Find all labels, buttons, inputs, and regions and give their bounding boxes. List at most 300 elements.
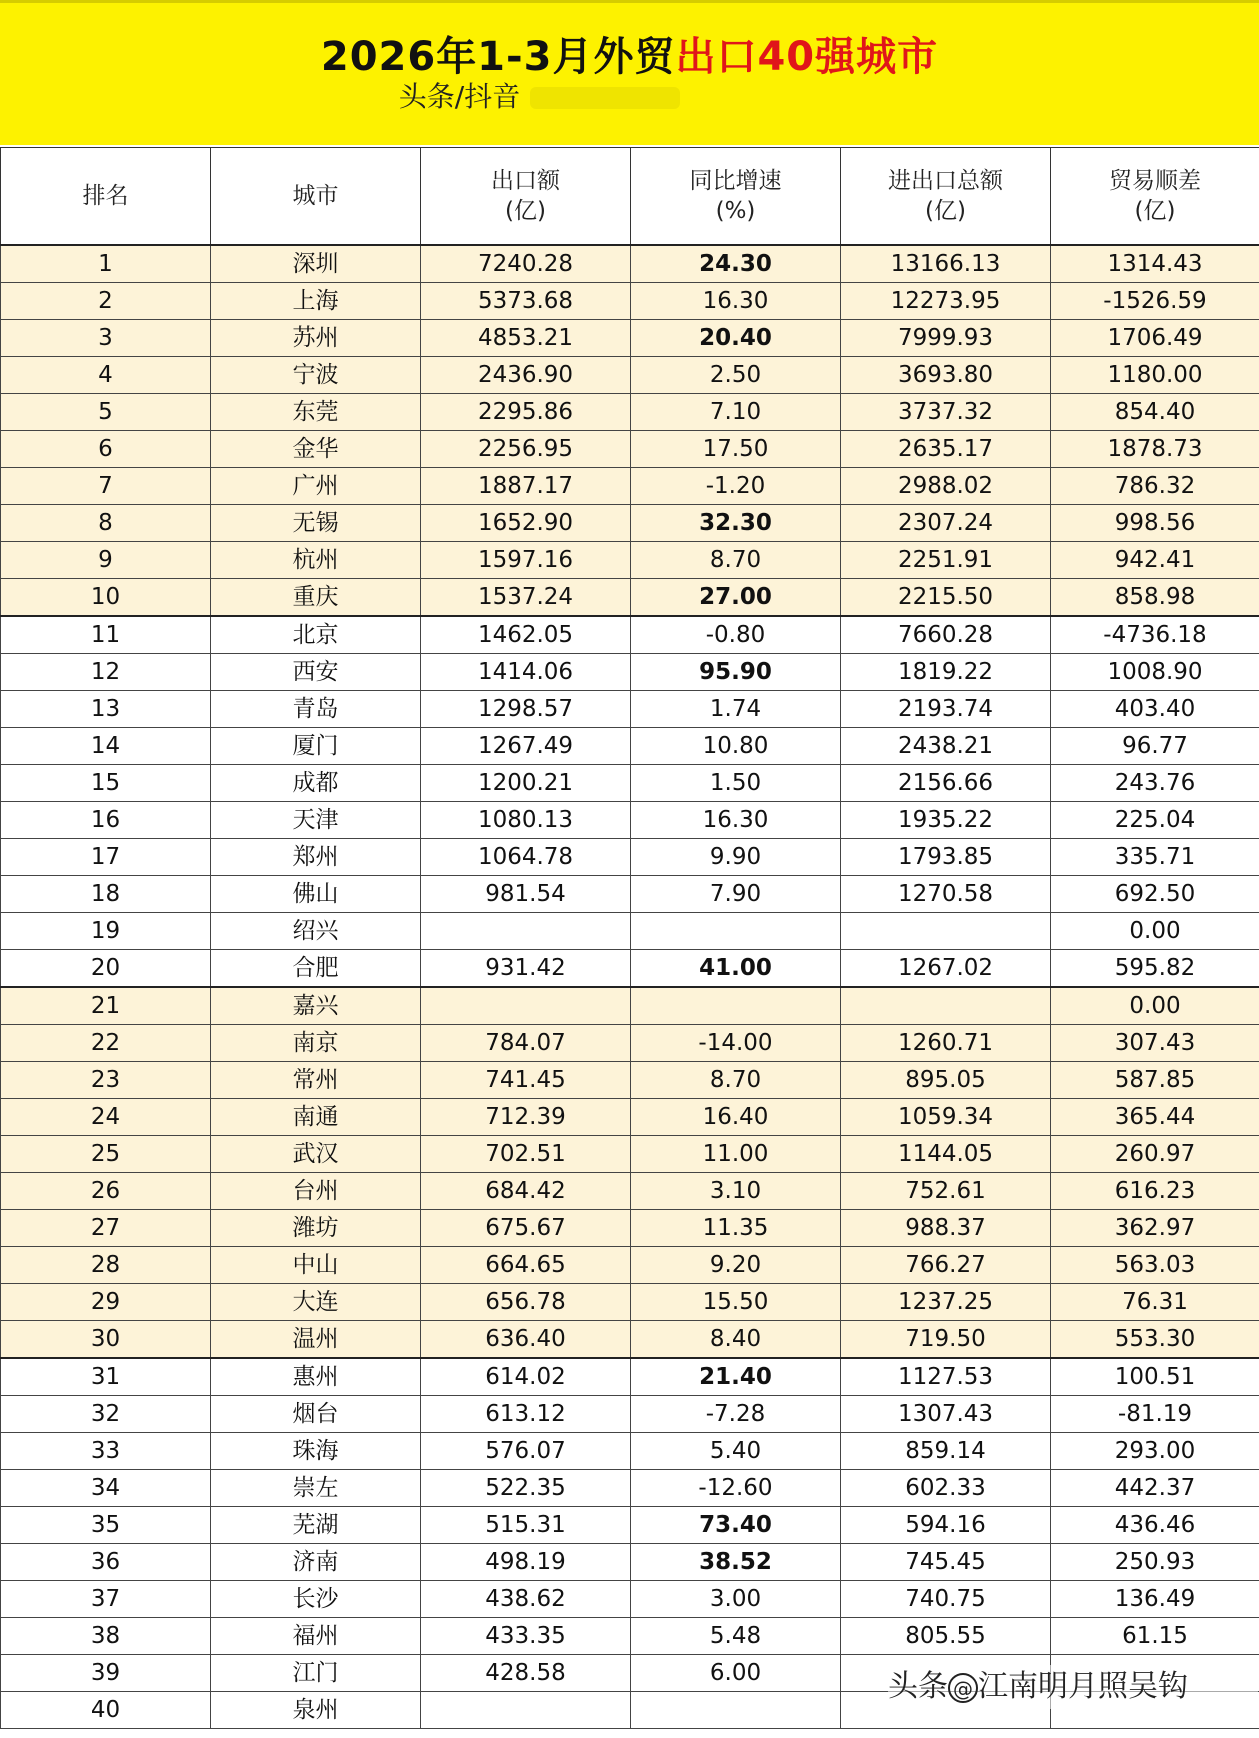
total-cell: 1793.85 — [841, 839, 1051, 876]
page-title — [0, 25, 1259, 82]
surplus-cell: 587.85 — [1051, 1062, 1259, 1099]
rank-cell: 2 — [1, 283, 211, 320]
export-cell: 656.78 — [421, 1284, 631, 1321]
total-cell: 740.75 — [841, 1581, 1051, 1618]
export-cell: 1414.06 — [421, 654, 631, 691]
table-row — [1, 468, 1259, 505]
rank-cell: 34 — [1, 1470, 211, 1507]
export-cell: 664.65 — [421, 1247, 631, 1284]
city-cell: 厦门 — [211, 728, 421, 765]
total-cell: 2438.21 — [841, 728, 1051, 765]
at-icon: @ — [948, 1673, 978, 1703]
surplus-cell: 362.97 — [1051, 1210, 1259, 1247]
rank-cell: 4 — [1, 357, 211, 394]
surplus-cell: -1526.59 — [1051, 283, 1259, 320]
total-cell: 1307.43 — [841, 1396, 1051, 1433]
surplus-cell: 442.37 — [1051, 1470, 1259, 1507]
surplus-cell: 942.41 — [1051, 542, 1259, 579]
city-cell: 南京 — [211, 1025, 421, 1062]
total-cell: 2988.02 — [841, 468, 1051, 505]
export-cell: 5373.68 — [421, 283, 631, 320]
growth-cell: 16.40 — [631, 1099, 841, 1136]
total-cell: 745.45 — [841, 1544, 1051, 1581]
growth-cell: 1.50 — [631, 765, 841, 802]
rank-cell: 12 — [1, 654, 211, 691]
growth-cell: -14.00 — [631, 1025, 841, 1062]
growth-cell: 3.10 — [631, 1173, 841, 1210]
export-cell: 2436.90 — [421, 357, 631, 394]
rank-cell: 24 — [1, 1099, 211, 1136]
city-cell: 嘉兴 — [211, 987, 421, 1025]
growth-cell: 2.50 — [631, 357, 841, 394]
table-row — [1, 245, 1259, 283]
total-cell: 3737.32 — [841, 394, 1051, 431]
surplus-cell: 243.76 — [1051, 765, 1259, 802]
surplus-cell: 1008.90 — [1051, 654, 1259, 691]
growth-cell: 21.40 — [631, 1358, 841, 1396]
table-row — [1, 802, 1259, 839]
header-growth-unit: (%) — [715, 198, 756, 224]
export-cell: 1652.90 — [421, 505, 631, 542]
city-cell: 天津 — [211, 802, 421, 839]
growth-cell — [631, 1692, 841, 1729]
rank-cell: 31 — [1, 1358, 211, 1396]
growth-cell: 38.52 — [631, 1544, 841, 1581]
header-export-unit: (亿) — [505, 198, 546, 224]
table-row — [1, 1099, 1259, 1136]
city-cell: 重庆 — [211, 579, 421, 617]
surplus-cell: 136.49 — [1051, 1581, 1259, 1618]
growth-cell: 15.50 — [631, 1284, 841, 1321]
surplus-cell: 616.23 — [1051, 1173, 1259, 1210]
growth-cell: 95.90 — [631, 654, 841, 691]
city-cell: 台州 — [211, 1173, 421, 1210]
total-cell: 1059.34 — [841, 1099, 1051, 1136]
table-row — [1, 283, 1259, 320]
title-part-1: 2026年1-3月外贸 — [320, 34, 676, 80]
city-cell: 珠海 — [211, 1433, 421, 1470]
export-cell: 1298.57 — [421, 691, 631, 728]
city-cell: 潍坊 — [211, 1210, 421, 1247]
city-cell: 中山 — [211, 1247, 421, 1284]
export-cell: 1267.49 — [421, 728, 631, 765]
header-export-label: 出口额 — [491, 168, 560, 194]
surplus-cell: 854.40 — [1051, 394, 1259, 431]
surplus-cell: 563.03 — [1051, 1247, 1259, 1284]
surplus-cell: 595.82 — [1051, 950, 1259, 988]
export-cell: 636.40 — [421, 1321, 631, 1359]
export-cell: 1064.78 — [421, 839, 631, 876]
city-cell: 上海 — [211, 283, 421, 320]
growth-cell: 1.74 — [631, 691, 841, 728]
surplus-cell: 786.32 — [1051, 468, 1259, 505]
table-body — [1, 245, 1259, 1729]
growth-cell: 32.30 — [631, 505, 841, 542]
export-cell: 433.35 — [421, 1618, 631, 1655]
total-cell: 7660.28 — [841, 616, 1051, 654]
table-row — [1, 691, 1259, 728]
growth-cell: -12.60 — [631, 1470, 841, 1507]
table-row — [1, 394, 1259, 431]
export-cell: 981.54 — [421, 876, 631, 913]
total-cell: 7999.93 — [841, 320, 1051, 357]
surplus-cell: 250.93 — [1051, 1544, 1259, 1581]
city-cell: 绍兴 — [211, 913, 421, 950]
total-cell: 988.37 — [841, 1210, 1051, 1247]
city-cell: 惠州 — [211, 1358, 421, 1396]
total-cell: 13166.13 — [841, 245, 1051, 283]
table-row — [1, 431, 1259, 468]
growth-cell: -1.20 — [631, 468, 841, 505]
surplus-cell: 553.30 — [1051, 1321, 1259, 1359]
surplus-cell: 335.71 — [1051, 839, 1259, 876]
export-cell: 2256.95 — [421, 431, 631, 468]
export-cell: 1200.21 — [421, 765, 631, 802]
city-cell: 郑州 — [211, 839, 421, 876]
total-cell: 1270.58 — [841, 876, 1051, 913]
table-row — [1, 1247, 1259, 1284]
table-row — [1, 987, 1259, 1025]
table-row — [1, 1396, 1259, 1433]
city-cell: 青岛 — [211, 691, 421, 728]
rank-cell: 32 — [1, 1396, 211, 1433]
table-row — [1, 950, 1259, 988]
table-row — [1, 913, 1259, 950]
growth-cell: 11.00 — [631, 1136, 841, 1173]
city-cell: 崇左 — [211, 1470, 421, 1507]
city-cell: 西安 — [211, 654, 421, 691]
export-cell: 1462.05 — [421, 616, 631, 654]
total-cell: 2251.91 — [841, 542, 1051, 579]
growth-cell — [631, 913, 841, 950]
rank-cell: 11 — [1, 616, 211, 654]
export-cell: 1597.16 — [421, 542, 631, 579]
rank-cell: 6 — [1, 431, 211, 468]
rank-cell: 19 — [1, 913, 211, 950]
growth-cell: 9.90 — [631, 839, 841, 876]
rank-cell: 26 — [1, 1173, 211, 1210]
city-cell: 苏州 — [211, 320, 421, 357]
rank-cell: 39 — [1, 1655, 211, 1692]
city-cell: 佛山 — [211, 876, 421, 913]
total-cell: 859.14 — [841, 1433, 1051, 1470]
total-cell: 2635.17 — [841, 431, 1051, 468]
surplus-cell: 307.43 — [1051, 1025, 1259, 1062]
growth-cell: 20.40 — [631, 320, 841, 357]
growth-cell: 16.30 — [631, 802, 841, 839]
surplus-cell: 293.00 — [1051, 1433, 1259, 1470]
header-total — [841, 148, 1051, 246]
city-cell: 广州 — [211, 468, 421, 505]
table-row — [1, 1470, 1259, 1507]
rank-cell: 9 — [1, 542, 211, 579]
surplus-cell: 61.15 — [1051, 1618, 1259, 1655]
header-surplus-label: 贸易顺差 — [1109, 168, 1201, 194]
title-banner — [0, 0, 1259, 145]
export-cell: 1887.17 — [421, 468, 631, 505]
table-row — [1, 1062, 1259, 1099]
export-cell: 931.42 — [421, 950, 631, 988]
export-cell — [421, 987, 631, 1025]
rank-cell: 1 — [1, 245, 211, 283]
export-cell: 576.07 — [421, 1433, 631, 1470]
total-cell: 766.27 — [841, 1247, 1051, 1284]
rank-cell: 18 — [1, 876, 211, 913]
title-part-2-highlight: 出口40强城市 — [675, 34, 939, 80]
table-row — [1, 616, 1259, 654]
growth-cell — [631, 987, 841, 1025]
growth-cell: 10.80 — [631, 728, 841, 765]
city-cell: 常州 — [211, 1062, 421, 1099]
rank-cell: 21 — [1, 987, 211, 1025]
rank-cell: 27 — [1, 1210, 211, 1247]
rank-cell: 36 — [1, 1544, 211, 1581]
city-cell: 济南 — [211, 1544, 421, 1581]
rank-cell: 22 — [1, 1025, 211, 1062]
export-cell: 2295.86 — [421, 394, 631, 431]
header-rank — [1, 148, 211, 246]
rank-cell: 3 — [1, 320, 211, 357]
surplus-cell: 1878.73 — [1051, 431, 1259, 468]
city-cell: 武汉 — [211, 1136, 421, 1173]
growth-cell: 7.90 — [631, 876, 841, 913]
rank-cell: 7 — [1, 468, 211, 505]
total-cell: 1237.25 — [841, 1284, 1051, 1321]
table-row — [1, 1544, 1259, 1581]
city-cell: 大连 — [211, 1284, 421, 1321]
total-cell: 752.61 — [841, 1173, 1051, 1210]
total-cell: 805.55 — [841, 1618, 1051, 1655]
surplus-cell: 1180.00 — [1051, 357, 1259, 394]
city-cell: 合肥 — [211, 950, 421, 988]
city-cell: 金华 — [211, 431, 421, 468]
total-cell: 2215.50 — [841, 579, 1051, 617]
blurred-region — [530, 87, 680, 109]
table-header-row — [1, 148, 1259, 246]
surplus-cell: 100.51 — [1051, 1358, 1259, 1396]
growth-cell: 11.35 — [631, 1210, 841, 1247]
table-row — [1, 765, 1259, 802]
header-total-unit: (亿) — [925, 198, 966, 224]
surplus-cell: -4736.18 — [1051, 616, 1259, 654]
rank-cell: 20 — [1, 950, 211, 988]
total-cell — [841, 987, 1051, 1025]
surplus-cell: 403.40 — [1051, 691, 1259, 728]
surplus-cell: 858.98 — [1051, 579, 1259, 617]
export-cell: 784.07 — [421, 1025, 631, 1062]
growth-cell: -7.28 — [631, 1396, 841, 1433]
surplus-cell: 1314.43 — [1051, 245, 1259, 283]
city-cell: 江门 — [211, 1655, 421, 1692]
rank-cell: 14 — [1, 728, 211, 765]
table-row — [1, 654, 1259, 691]
rank-cell: 30 — [1, 1321, 211, 1359]
surplus-cell: 692.50 — [1051, 876, 1259, 913]
export-cell — [421, 1692, 631, 1729]
growth-cell: 8.70 — [631, 542, 841, 579]
total-cell: 1260.71 — [841, 1025, 1051, 1062]
city-cell: 北京 — [211, 616, 421, 654]
surplus-cell: 436.46 — [1051, 1507, 1259, 1544]
city-cell: 芜湖 — [211, 1507, 421, 1544]
growth-cell: 6.00 — [631, 1655, 841, 1692]
surplus-cell: 1706.49 — [1051, 320, 1259, 357]
header-surplus — [1051, 148, 1259, 246]
export-cell: 515.31 — [421, 1507, 631, 1544]
surplus-cell: 76.31 — [1051, 1284, 1259, 1321]
table-row — [1, 357, 1259, 394]
table-row — [1, 1507, 1259, 1544]
export-cell: 613.12 — [421, 1396, 631, 1433]
rank-cell: 38 — [1, 1618, 211, 1655]
growth-cell: 8.70 — [631, 1062, 841, 1099]
growth-cell: 9.20 — [631, 1247, 841, 1284]
rank-cell: 10 — [1, 579, 211, 617]
total-cell: 895.05 — [841, 1062, 1051, 1099]
rank-cell: 16 — [1, 802, 211, 839]
rank-cell: 33 — [1, 1433, 211, 1470]
city-cell: 东莞 — [211, 394, 421, 431]
growth-cell: 3.00 — [631, 1581, 841, 1618]
total-cell: 2156.66 — [841, 765, 1051, 802]
growth-cell: 27.00 — [631, 579, 841, 617]
city-cell: 宁波 — [211, 357, 421, 394]
rank-cell: 35 — [1, 1507, 211, 1544]
watermark — [888, 1665, 1258, 1709]
page-subtitle — [0, 75, 1259, 115]
total-cell: 1935.22 — [841, 802, 1051, 839]
rank-cell: 17 — [1, 839, 211, 876]
growth-cell: 24.30 — [631, 245, 841, 283]
growth-cell: 16.30 — [631, 283, 841, 320]
growth-cell: 41.00 — [631, 950, 841, 988]
rank-cell: 40 — [1, 1692, 211, 1729]
surplus-cell: 260.97 — [1051, 1136, 1259, 1173]
watermark-prefix: 头条 — [888, 1669, 948, 1704]
export-cell: 438.62 — [421, 1581, 631, 1618]
growth-cell: 17.50 — [631, 431, 841, 468]
surplus-cell: 0.00 — [1051, 987, 1259, 1025]
header-city-label: 城市 — [292, 183, 339, 209]
export-cell: 1080.13 — [421, 802, 631, 839]
surplus-cell: -81.19 — [1051, 1396, 1259, 1433]
city-cell: 烟台 — [211, 1396, 421, 1433]
rank-cell: 23 — [1, 1062, 211, 1099]
total-cell: 2193.74 — [841, 691, 1051, 728]
table-row — [1, 505, 1259, 542]
subtitle-text: 头条/抖音 — [398, 80, 521, 113]
rank-cell: 5 — [1, 394, 211, 431]
total-cell: 1127.53 — [841, 1358, 1051, 1396]
table-row — [1, 876, 1259, 913]
table-row — [1, 579, 1259, 617]
total-cell: 594.16 — [841, 1507, 1051, 1544]
surplus-cell: 365.44 — [1051, 1099, 1259, 1136]
export-cell — [421, 913, 631, 950]
city-cell: 长沙 — [211, 1581, 421, 1618]
table-row — [1, 728, 1259, 765]
table-row — [1, 1433, 1259, 1470]
header-growth — [631, 148, 841, 246]
header-rank-label: 排名 — [82, 183, 129, 209]
total-cell: 3693.80 — [841, 357, 1051, 394]
city-cell: 成都 — [211, 765, 421, 802]
export-cell: 684.42 — [421, 1173, 631, 1210]
total-cell — [841, 913, 1051, 950]
header-growth-label: 同比增速 — [689, 168, 782, 194]
rank-cell: 29 — [1, 1284, 211, 1321]
surplus-cell: 225.04 — [1051, 802, 1259, 839]
table-row — [1, 1358, 1259, 1396]
table-row — [1, 839, 1259, 876]
total-cell: 1144.05 — [841, 1136, 1051, 1173]
growth-cell: 7.10 — [631, 394, 841, 431]
rank-cell: 8 — [1, 505, 211, 542]
export-cell: 4853.21 — [421, 320, 631, 357]
table-row — [1, 320, 1259, 357]
export-cell: 428.58 — [421, 1655, 631, 1692]
table-row — [1, 1136, 1259, 1173]
table-row — [1, 1284, 1259, 1321]
total-cell: 2307.24 — [841, 505, 1051, 542]
surplus-cell: 998.56 — [1051, 505, 1259, 542]
rank-cell: 13 — [1, 691, 211, 728]
table-row — [1, 1321, 1259, 1359]
rank-cell: 15 — [1, 765, 211, 802]
city-cell: 深圳 — [211, 245, 421, 283]
header-total-label: 进出口总额 — [888, 168, 1003, 194]
city-cell: 南通 — [211, 1099, 421, 1136]
table-row — [1, 1025, 1259, 1062]
growth-cell: 5.48 — [631, 1618, 841, 1655]
export-cell: 675.67 — [421, 1210, 631, 1247]
growth-cell: 5.40 — [631, 1433, 841, 1470]
surplus-cell: 96.77 — [1051, 728, 1259, 765]
total-cell: 719.50 — [841, 1321, 1051, 1359]
ranking-table — [0, 147, 1259, 1729]
table-row — [1, 1581, 1259, 1618]
export-cell: 741.45 — [421, 1062, 631, 1099]
rank-cell: 28 — [1, 1247, 211, 1284]
export-cell: 712.39 — [421, 1099, 631, 1136]
total-cell: 12273.95 — [841, 283, 1051, 320]
growth-cell: -0.80 — [631, 616, 841, 654]
export-cell: 498.19 — [421, 1544, 631, 1581]
table-row — [1, 1173, 1259, 1210]
surplus-cell: 0.00 — [1051, 913, 1259, 950]
total-cell: 1819.22 — [841, 654, 1051, 691]
city-cell: 杭州 — [211, 542, 421, 579]
table-row — [1, 1618, 1259, 1655]
city-cell: 无锡 — [211, 505, 421, 542]
header-city — [211, 148, 421, 246]
total-cell: 1267.02 — [841, 950, 1051, 988]
rank-cell: 25 — [1, 1136, 211, 1173]
total-cell: 602.33 — [841, 1470, 1051, 1507]
export-cell: 1537.24 — [421, 579, 631, 617]
export-cell: 522.35 — [421, 1470, 631, 1507]
header-export — [421, 148, 631, 246]
table-row — [1, 1210, 1259, 1247]
rank-cell: 37 — [1, 1581, 211, 1618]
export-cell: 702.51 — [421, 1136, 631, 1173]
growth-cell: 73.40 — [631, 1507, 841, 1544]
city-cell: 温州 — [211, 1321, 421, 1359]
table-row — [1, 542, 1259, 579]
growth-cell: 8.40 — [631, 1321, 841, 1359]
header-surplus-unit: (亿) — [1134, 198, 1176, 224]
export-cell: 614.02 — [421, 1358, 631, 1396]
